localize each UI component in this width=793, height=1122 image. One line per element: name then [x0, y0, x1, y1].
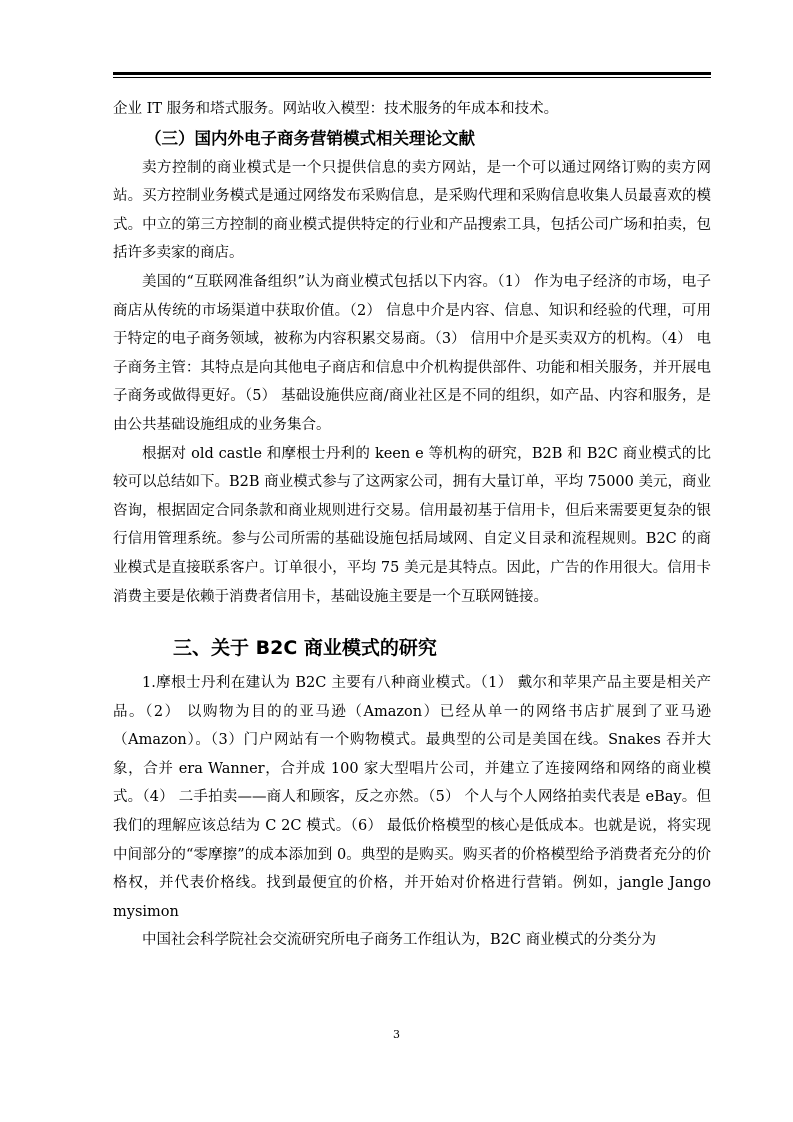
page-number: 3: [393, 1028, 400, 1041]
header-rule-thick: [113, 72, 711, 75]
header-rule-thin: [113, 77, 711, 78]
page-body: [113, 95, 711, 955]
paragraph-4: 1.摩根士丹利在建认为 B2C 主要有八种商业模式。（1） 戴尔和苹果产品主要是相关产品。（2） 以购物为目的的亚马逊（Amazon）已经从单一的网络书店扩展到了亚马逊（Amazon）。（3）门户网站有一个购物模式。最典型的公司是美国在线。Snakes 吞并大象，合并 era Wanner，合并成 100 家大型唱片公司，并建立了连接网络和网络的商业模式。（4） 二手拍卖——商人和顾客，反之亦然。（5） 个人与个人网络拍卖代表是 eBay。但我们的理解应该总结为 C 2C 模式。（6） 最低价格模型的核心是低成本。也就是说，将实现中间部分的“零摩擦”的成本添加到 0。典型的是购买。购买者的价格模型给予消费者充分的价格权，并代表价格线。找到最便宜的价格，并开始对价格进行营销。例如，jangle Jango mysimon: [113, 675, 711, 920]
paragraph-1: 卖方控制的商业模式是一个只提供信息的卖方网站，是一个可以通过网络订购的卖方网站。买方控制业务模式是通过网络发布采购信息，是采购代理和采购信息收集人员最喜欢的模式。中立的第三方控制的商业模式提供特定的行业和产品搜索工具，包括公司广场和拍卖，包括许多卖家的商店。: [113, 159, 711, 262]
paragraph-5: 中国社会科学院社会交流研究所电子商务工作组认为，B2C 商业模式的分类分为: [142, 932, 657, 949]
section-heading: （三）国内外电子商务营销模式相关理论文献: [145, 128, 475, 148]
paragraph-3: 根据对 old castle 和摩根士丹利的 keen e 等机构的研究，B2B 和 B2C 商业模式的比较可以总结如下。B2B 商业模式参与了这两家公司，拥有大量订单，平均 75000 美元，商业咨询，根据固定合同条款和商业规则进行交易。信用最初基于信用卡，但后来需要更复杂的银行信用管理系统。参与公司所需的基础设施包括局域网、自定义目录和流程规则。B2C 的商业模式是直接联系客户。订单很小，平均 75 美元是其特点。因此，广告的作用很大。信用卡消费主要是依赖于消费者信用卡，基础设施主要是一个互联网链接。: [113, 445, 711, 605]
paragraph-2: 美国的“互联网准备组织”认为商业模式包括以下内容。（1） 作为电子经济的市场，电子商店从传统的市场渠道中获取价值。（2） 信息中介是内容、信息、知识和经验的代理，可用于特定的电子商务领域，被称为内容积累交易商。（3） 信用中介是买卖双方的机构。（4） 电子商务主管：其特点是向其他电子商店和信息中介机构提供部件、功能和相关服务，并开展电子商务或做得更好。（5） 基础设施供应商/商业社区是不同的组织，如产品、内容和服务，是由公共基础设施组成的业务集合。: [113, 273, 711, 433]
continuation-text: 企业 IT 服务和塔式服务。网站收入模型：技术服务的年成本和技术。: [113, 101, 559, 117]
chapter-heading: 三、关于 B2C 商业模式的研究: [173, 637, 437, 660]
